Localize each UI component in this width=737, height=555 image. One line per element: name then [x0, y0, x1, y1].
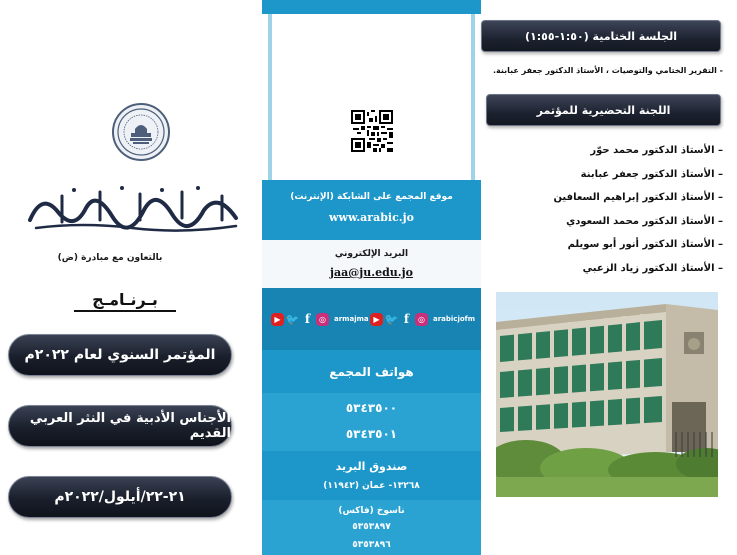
- twitter-icon[interactable]: 🐦: [285, 312, 300, 326]
- fax-number: ٥٣٥٣٨٩٦: [352, 540, 391, 550]
- social-handle[interactable]: armajma: [334, 315, 369, 323]
- po-box-label: صندوق البريد: [335, 460, 408, 473]
- cooperation-text: بالتعاون مع مبادرة (ض): [57, 253, 163, 263]
- facebook-icon[interactable]: f: [304, 312, 311, 326]
- conference-title-banner: المؤتمر السنوي لعام ٢٠٢٢م: [8, 334, 232, 376]
- closing-session-item: - التقرير الختامي والتوصيات ، الأستاذ الدكتور جعفر عبابنة.: [493, 66, 723, 75]
- committee-list: [491, 141, 723, 282]
- left-panel: [0, 0, 262, 555]
- instagram-icon[interactable]: ◎: [316, 313, 329, 326]
- closing-session-header: الجلسة الختامية (١:٥٠-١:٥٥): [481, 20, 721, 52]
- fax-label: ناسوخ (فاكس): [338, 506, 405, 516]
- qr-code-icon[interactable]: [351, 110, 393, 152]
- email-link[interactable]: jaa@ju.edu.jo: [330, 266, 413, 279]
- top-band: [262, 0, 481, 14]
- seal-logo-icon: [112, 103, 170, 161]
- committee-member: – الأستاذ الدكتور أنور أبو سويلم: [567, 239, 723, 250]
- po-box-value: ١٣٢٦٨- عمان (١١٩٤٢): [323, 481, 420, 491]
- facebook-icon[interactable]: f: [403, 312, 410, 326]
- conference-theme-banner: الأجناس الأدبية في النثر العربي القديم: [8, 405, 232, 447]
- committee-member: – الأستاذ الدكتور محمد السعودي: [566, 215, 723, 227]
- committee-member: – الأستاذ الدكتور جعفر عبابنة: [580, 168, 723, 180]
- website-block: [262, 180, 481, 240]
- social-row-2: [370, 311, 475, 327]
- program-underline: [74, 310, 176, 312]
- committee-header: اللجنة التحضيرية للمؤتمر: [486, 94, 721, 126]
- website-label: موقع المجمع على الشابكة (الإنترنت): [290, 192, 453, 202]
- calligraphy-logo-icon: [22, 182, 246, 236]
- qr-area: [262, 0, 481, 180]
- committee-member: – الأستاذ الدكتور زياد الزعبي: [582, 262, 723, 274]
- youtube-icon[interactable]: ▶: [271, 313, 284, 326]
- committee-member: – الأستاذ الدكتور إبراهيم السعافين: [553, 192, 723, 203]
- website-link[interactable]: www.arabic.jo: [329, 211, 414, 224]
- twitter-icon[interactable]: 🐦: [384, 312, 399, 326]
- social-handle[interactable]: arabicjofm: [433, 315, 476, 323]
- program-title: بـرنـامـج: [92, 290, 158, 309]
- phone-number: ٥٣٤٣٥٠٠: [345, 401, 398, 415]
- agenda-panel: [481, 0, 737, 555]
- youtube-icon[interactable]: ▶: [370, 313, 383, 326]
- right-stripe: [471, 14, 475, 180]
- social-row-1: [271, 311, 369, 327]
- email-label: البريد الإلكتروني: [334, 249, 409, 259]
- instagram-icon[interactable]: ◎: [415, 313, 428, 326]
- email-block: [262, 240, 481, 288]
- fax-number: ٥٣٥٣٨٩٧: [352, 522, 391, 532]
- phones-label: هواتف المجمع: [329, 365, 414, 379]
- left-stripe: [268, 14, 272, 180]
- conference-date-banner: ٢١-٢٢/أيلول/٢٠٢٢م: [8, 476, 232, 518]
- phone-number: ٥٣٤٣٥٠١: [345, 427, 398, 441]
- building-photo-icon: [496, 292, 718, 497]
- contact-panel: [262, 0, 481, 555]
- committee-member: – الأستاذ الدكتور محمد حوّر: [590, 145, 723, 156]
